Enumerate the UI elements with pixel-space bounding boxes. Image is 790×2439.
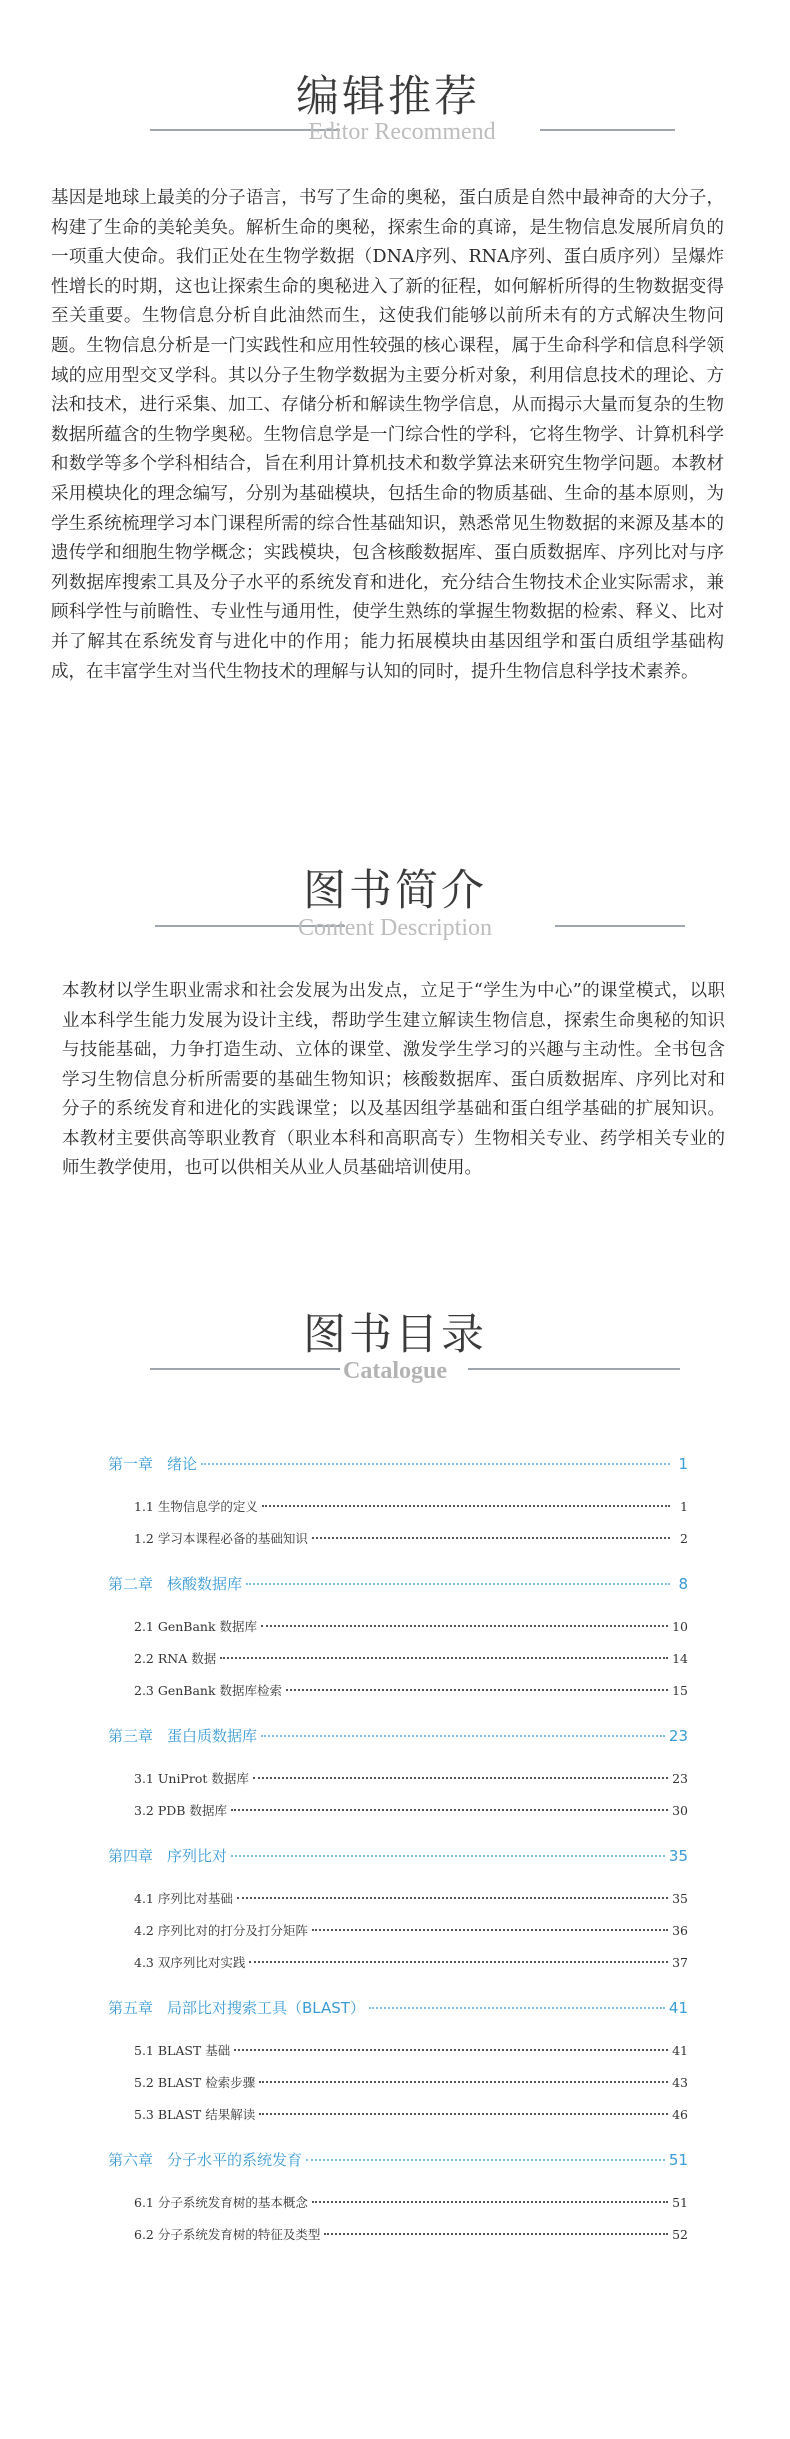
toc-section-label: 3.2 PDB 数据库 [134, 1803, 227, 1818]
toc-page-number: 51 [672, 2195, 688, 2210]
toc-section-row[interactable] [108, 2099, 688, 2131]
toc-leader-dots [249, 1961, 668, 1963]
toc-section-row[interactable] [108, 1611, 688, 1643]
toc-leader-dots [261, 1625, 668, 1627]
toc-chapter-row[interactable] [108, 1839, 688, 1873]
toc-page-number: 41 [672, 2043, 688, 2058]
section-title: 编辑推荐 [296, 72, 480, 122]
catalogue-header [0, 1310, 790, 1390]
toc-chapter-title: 蛋白质数据库 [167, 1727, 258, 1745]
toc-leader-dots [312, 1929, 668, 1931]
toc-leader-dots [262, 1505, 670, 1507]
toc-leader-dots [369, 2007, 665, 2009]
toc-chapter-label [108, 1839, 227, 1873]
toc-page-number: 35 [672, 1891, 688, 1906]
content-description-text: 本教材以学生职业需求和社会发展为出发点，立足于“学生为中心”的课堂模式，以职业本科学生能力发展为设计主线，帮助学生建立解读生物信息，探索生命奥秘的知识与技能基础，力争打造生动、立体的课堂、激发学生学习的兴趣与主动性。全书包含学习生物信息分析所需要的基础生物知识；核酸数据库、蛋白质数据库、序列比对和分子的系统发育和进化的实践课堂；以及基因组学基础和蛋白组学基础的扩展知识。本教材主要供高等职业教育（职业本科和高职高专）生物相关专业、药学相关专业的师生教学使用，也可以供相关从业人员基础培训使用。 [62, 981, 725, 1178]
toc-section-label: 1.1 生物信息学的定义 [134, 1499, 258, 1514]
section-subtitle: Editor Recommend [308, 119, 496, 145]
toc-chapter-title: 序列比对 [167, 1847, 228, 1865]
toc-section-label: 4.3 双序列比对实践 [134, 1955, 246, 1970]
toc-section-row[interactable] [108, 1491, 688, 1523]
toc-section-row[interactable] [108, 1523, 688, 1555]
toc-section-row[interactable] [108, 2035, 688, 2067]
toc-leader-dots [261, 1735, 665, 1737]
toc-section-row[interactable] [108, 2219, 688, 2251]
toc-page-number: 1 [678, 1455, 688, 1473]
toc-leader-dots [201, 1463, 670, 1465]
section-title: 图书简介 [303, 866, 487, 916]
toc-page-number: 8 [678, 1575, 688, 1593]
toc-leader-dots [220, 1657, 668, 1659]
toc-section-list [108, 1883, 688, 1979]
toc-page-number: 1 [680, 1499, 688, 1514]
toc-chapter-row[interactable] [108, 1567, 688, 1601]
toc-section-list [108, 2035, 688, 2131]
toc-section-label: 4.2 序列比对的打分及打分矩阵 [134, 1923, 308, 1938]
toc-leader-dots [286, 1689, 668, 1691]
toc-page-number: 36 [672, 1923, 688, 1938]
toc-chapter-label [108, 2143, 302, 2177]
toc-section-label: 5.1 BLAST 基础 [134, 2043, 231, 2058]
toc-page-number: 51 [668, 2151, 688, 2169]
toc-chapter-label [108, 1719, 257, 1753]
toc-chapter-number: 第四章 [108, 1847, 154, 1865]
toc-leader-dots [259, 2081, 668, 2083]
toc-chapter-title: 核酸数据库 [167, 1575, 243, 1593]
toc-section-row[interactable] [108, 2187, 688, 2219]
toc-leader-dots [253, 1777, 668, 1779]
toc-chapter-label [108, 1991, 365, 2025]
toc-chapter-row[interactable] [108, 1991, 688, 2025]
toc-chapter-row[interactable] [108, 1719, 688, 1753]
toc-section-row[interactable] [108, 1795, 688, 1827]
toc-chapter-row[interactable] [108, 2143, 688, 2177]
toc-section-list [108, 1611, 688, 1707]
toc-section-label: 6.1 分子系统发育树的基本概念 [134, 2195, 308, 2210]
section-title: 图书目录 [303, 1310, 487, 1360]
toc-chapter-number: 第六章 [108, 2151, 154, 2169]
toc-chapter-title: 局部比对搜索工具（BLAST） [167, 1999, 365, 2017]
toc-page-number: 35 [668, 1847, 688, 1865]
toc-leader-dots [259, 2113, 668, 2115]
section-subtitle: Catalogue [343, 1358, 447, 1384]
toc-chapter-title: 分子水平的系统发育 [167, 2151, 303, 2169]
toc-page-number: 10 [672, 1619, 688, 1634]
toc-page-number: 41 [668, 1999, 688, 2017]
toc-page-number: 15 [672, 1683, 688, 1698]
toc-chapter-title: 绪论 [167, 1455, 198, 1473]
editor-recommend-header [0, 72, 790, 152]
toc-page-number: 46 [672, 2107, 688, 2122]
toc-chapter-label [108, 1567, 242, 1601]
toc-section-label: 5.2 BLAST 检索步骤 [134, 2075, 256, 2090]
toc-section-label: 5.3 BLAST 结果解读 [134, 2107, 256, 2122]
toc-section-row[interactable] [108, 1947, 688, 1979]
toc-page-number: 14 [672, 1651, 688, 1666]
editor-recommend-text: 基因是地球上最美的分子语言，书写了生命的奥秘，蛋白质是自然中最神奇的大分子，构建了生命的美轮美奂。解析生命的奥秘，探索生命的真谛，是生物信息发展所肩负的一项重大使命。我们正处在生物学数据（DNA序列、RNA序列、蛋白质序列）呈爆炸性增长的时期，这也让探索生命的奥秘进入了新的征程，如何解析所得的生物数据变得至关重要。生物信息分析自此油然而生，这使我们能够以前所未有的方式解决生物问题。生物信息分析是一门实践性和应用性较强的核心课程，属于生命科学和信息科学领域的应用型交叉学科。其以分子生物学数据为主要分析对象，利用信息技术的理论、方法和技术，进行采集、加工、存储分析和解读生物学信息，从而揭示大量而复杂的生物数据所蕴含的生物学奥秘。生物信息学是一门综合性的学科，它将生物学、计算机科学和数学等多个学科相结合，旨在利用计算机技术和数学算法来研究生物学问题。本教材采用模块化的理念编写，分别为基础模块，包括生命的物质基础、生命的基本原则，为学生系统梳理学习本门课程所需的综合性基础知识，熟悉常见生物数据的来源及基本的遗传学和细胞生物学概念；实践模块，包含核酸数据库、蛋白质数据库、序列比对与序列数据库搜索工具及分子水平的系统发育和进化，充分结合生物技术企业实际需求，兼顾科学性与前瞻性、专业性与通用性，使学生熟练的掌握生物数据的检索、释义、比对并了解其在系统发育与进化中的作用；能力拓展模块由基因组学和蛋白质组学基础构成，在丰富学生对当代生物技术的理解与认知的同时，提升生物信息科学技术素养。 [51, 188, 724, 682]
toc-section-row[interactable] [108, 1883, 688, 1915]
toc-page-number: 30 [672, 1803, 688, 1818]
toc-leader-dots [246, 1583, 670, 1585]
toc-chapter-row[interactable] [108, 1447, 688, 1481]
toc-chapter-number: 第一章 [108, 1455, 154, 1473]
toc-section-row[interactable] [108, 1915, 688, 1947]
toc-section-label: 4.1 序列比对基础 [134, 1891, 233, 1906]
toc-leader-dots [231, 1855, 665, 1857]
toc-section-label: 1.2 学习本课程必备的基础知识 [134, 1531, 308, 1546]
toc-page-number: 52 [672, 2227, 688, 2242]
toc-page-number: 23 [672, 1771, 688, 1786]
toc-section-list [108, 1763, 688, 1827]
toc-section-row[interactable] [108, 1675, 688, 1707]
toc-leader-dots [312, 1537, 670, 1539]
toc-section-row[interactable] [108, 1763, 688, 1795]
toc-page-number: 43 [672, 2075, 688, 2090]
toc-leader-dots [312, 2201, 668, 2203]
toc-leader-dots [324, 2233, 668, 2235]
toc-section-label: 2.1 GenBank 数据库 [134, 1619, 258, 1634]
toc-leader-dots [306, 2159, 665, 2161]
toc-leader-dots [237, 1897, 668, 1899]
toc-section-row[interactable] [108, 1643, 688, 1675]
toc-page-number: 2 [680, 1531, 688, 1546]
toc-chapter-number: 第五章 [108, 1999, 154, 2017]
toc-section-label: 6.2 分子系统发育树的特征及类型 [134, 2227, 321, 2242]
toc-page-number: 23 [668, 1727, 688, 1745]
toc-chapter-label [108, 1447, 197, 1481]
toc-section-row[interactable] [108, 2067, 688, 2099]
toc-section-list [108, 2187, 688, 2251]
toc-section-label: 2.2 RNA 数据 [134, 1651, 217, 1666]
content-description-header [0, 866, 790, 946]
toc-section-label: 2.3 GenBank 数据库检索 [134, 1683, 283, 1698]
section-subtitle: Content Description [298, 915, 492, 941]
toc-leader-dots [234, 2049, 668, 2051]
toc-section-label: 3.1 UniProt 数据库 [134, 1771, 249, 1786]
toc-page-number: 37 [672, 1955, 688, 1970]
toc-leader-dots [231, 1809, 668, 1811]
table-of-contents [108, 1447, 688, 2263]
toc-section-list [108, 1491, 688, 1555]
toc-chapter-number: 第三章 [108, 1727, 154, 1745]
toc-chapter-number: 第二章 [108, 1575, 154, 1593]
